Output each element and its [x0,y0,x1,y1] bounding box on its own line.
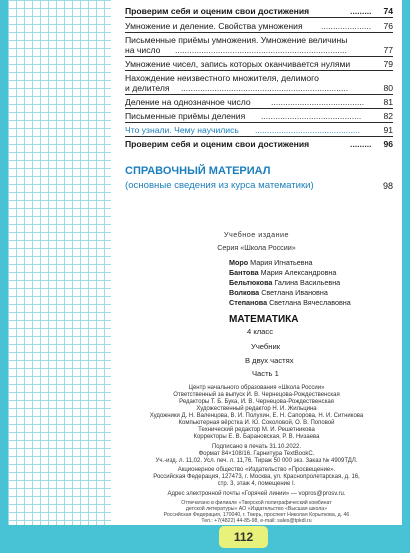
print-info-line: Подписано в печать 31.10.2022. [211,444,302,450]
credit-line: Корректоры Е. В. Барановская, Р. В. Низаева [193,434,320,440]
author: Степанова Светлана Вячеславовна [229,298,351,307]
toc-leader: ........................................................................ [175,45,347,55]
toc-leader: ....................................... [271,97,365,107]
reference-subtitle: (основные сведения из курса математики) [125,180,314,191]
toc-item-page: 80 [383,83,393,93]
toc-item [125,45,393,55]
printer-line: Тел.: +7(4822) 44-85-98, e-mail: sales@tpkdl.ru [201,518,312,524]
toc-item-title: Нахождение неизвестного множителя, делимого [125,73,319,83]
toc-divider [125,56,393,57]
page-number: 112 [219,526,268,548]
toc-leader: ..................... [321,21,372,31]
credit-line: Технический редактор М. И. Решетникова [198,427,315,433]
toc-item-page: 91 [383,125,393,135]
toc-item [125,6,393,16]
toc-leader: ...................................................................... [181,83,349,93]
reference-page: 98 [382,181,393,191]
toc-leader: ............................................ [255,125,361,135]
toc-item [125,73,393,83]
printer-line: детской литературы» АО «Издательство «Высшая школа» [185,506,328,512]
toc-item [125,97,393,107]
print-info-line: Акционерное общество «Издательство «Просвещение». [177,467,336,473]
author: Бельтюкова Галина Васильевна [229,278,341,287]
toc-item-title: Умножение и деление. Свойства умножения [125,21,303,31]
credit-line: Редакторы Т. Б. Бука, И. В. Чернецова-Рождественская [179,399,334,405]
toc-item [125,59,393,69]
toc-item [125,21,393,31]
toc-divider [125,17,393,18]
toc-item [125,139,393,149]
reference-title: СПРАВОЧНЫЙ МАТЕРИАЛ [125,165,271,177]
toc-item [125,125,393,135]
toc-leader: ......... [350,6,372,16]
credit-line: Компьютерная вёрстка И. Ю. Соколовой, О. В. Поповой [178,420,335,426]
toc-item-page: 74 [383,6,393,16]
book-title: МАТЕМАТИКА [229,314,299,325]
page-footer [8,525,402,553]
book-grade: 4 класс [247,327,273,336]
toc-divider [125,122,393,123]
toc-item-title: Проверим себя и оценим свои достижения [125,6,310,16]
toc-item-page: 82 [383,111,393,121]
toc-item [125,35,393,45]
toc-divider [125,108,393,109]
book-page [8,0,402,525]
toc-item-page: 76 [383,21,393,31]
print-info-line: стр. 3, этаж 4, помещение I. [217,481,296,487]
toc-item [125,83,393,93]
series-label: Серия «Школа России» [217,243,296,252]
toc-item-page: 96 [383,139,393,149]
toc-item-page: 81 [383,97,393,107]
book-part: Часть 1 [252,369,279,378]
toc-item-title: и делителя [125,83,170,93]
toc-divider [125,94,393,95]
toc-leader: .......................................... [261,111,362,121]
toc-item-title: Умножение чисел, запись которых оканчивается нулями [125,59,351,69]
credit-line: Художественный редактор Н. И. Жильцина [196,406,317,412]
printer-line: Российская Федерация, 170040, г. Тверь, проспект Николая Корыткова, д. 46 [163,512,350,518]
toc-item-title: Письменные приёмы умножения. Умножение величины [125,35,348,45]
toc-item-title: Письменные приёмы деления [125,111,246,121]
toc-item-title: Деление на однозначное число [125,97,251,107]
toc-divider [125,32,393,33]
credit-line: Центр начального образования «Школа России» [188,385,325,391]
edition-label: Учебное издание [223,230,290,239]
print-info-line: Формат 84×108/16. Гарнитура TextBookC. [198,451,315,457]
toc-item-title: Проверим себя и оценим свои достижения [125,139,310,149]
printer-line: Отпечатано в филиале «Тверской полиграфический комбинат [181,500,332,506]
toc-item [125,111,393,121]
toc-divider [125,136,393,137]
author: Моро Мария Игнатьевна [229,258,313,267]
toc-leader: ......... [350,139,372,149]
book-type: Учебник [251,342,281,351]
toc-item-title: на число [125,45,161,55]
print-info-line: Уч.-изд. л. 11,02. Усл. печ. л. 11,76. Тираж 50 000 экз. Заказ № 4909ТДЛ. [155,458,358,464]
toc-item-page: 77 [383,45,393,55]
author: Бантова Мария Александровна [229,268,337,277]
credit-line: Ответственный за выпуск И. В. Чернецова-Рождественская [173,392,340,398]
graph-paper-margin [8,0,111,525]
toc-divider [125,70,393,71]
author: Волкова Светлана Ивановна [229,288,328,297]
toc-item-page: 79 [383,59,393,69]
book-parts: В двух частях [245,356,294,365]
toc-item-title: Что узнали. Чему научились [125,125,239,135]
print-info-line: Российская Федерация, 127473, г. Москва, ул. Краснопролетарская, д. 16, [153,474,360,480]
credit-line: Художники Д. Н. Валенцова, В. И. Полухин, Е. Н. Сапорова, Н. И. Ситникова [149,413,364,419]
hotline-line: Адрес электронной почты «Горячей линии» — vopros@prosv.ru. [167,491,346,497]
contents-panel [111,0,402,525]
